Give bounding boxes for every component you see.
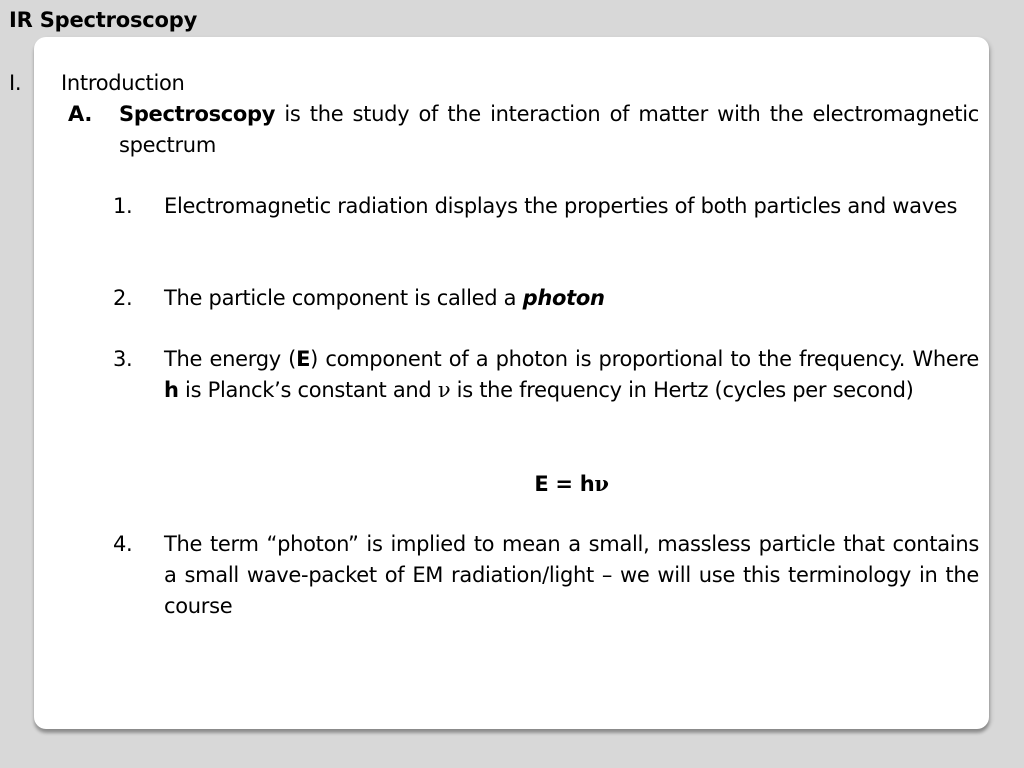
item-3-part1: The energy (: [164, 347, 297, 371]
item-1-text: Electromagnetic radiation displays the properties of both particles and waves: [164, 194, 958, 218]
equation: [164, 468, 979, 500]
item-3-planck-symbol: h: [164, 378, 179, 402]
item-2-text: [164, 283, 979, 314]
subsection-letter: A.: [68, 102, 93, 126]
item-3-nu-symbol: ν: [437, 378, 451, 402]
item-3-text: [164, 344, 979, 406]
item-4-number: 4.: [113, 532, 133, 556]
slide-title: IR Spectroscopy: [9, 8, 198, 32]
item-3-part3: is Planck’s constant and: [178, 378, 438, 402]
section-numeral: I.: [9, 71, 22, 95]
item-2-emphasis: photon: [522, 286, 605, 310]
item-2-text-before: The particle component is called a: [164, 286, 523, 310]
item-3-number: 3.: [113, 347, 133, 371]
equation-nu: ν: [594, 471, 609, 496]
item-3-part4: is the frequency in Hertz (cycles per second): [450, 378, 914, 402]
item-4-text: The term “photon” is implied to mean a small, massless particle that contains a small wave-packet of EM radiation/light – we will use this terminology in the course: [164, 532, 979, 618]
subsection-text: is the study of the interaction of matter with the electromagnetic spectrum: [119, 102, 979, 157]
subsection-term: Spectroscopy: [119, 102, 276, 126]
item-3-part2: ) component of a photon is proportional to the frequency. Where: [310, 347, 979, 371]
equation-lhs: E = h: [534, 472, 595, 496]
item-1-number: 1.: [113, 194, 133, 218]
section-heading: Introduction: [61, 71, 185, 95]
item-2-number: 2.: [113, 286, 133, 310]
item-3-energy-symbol: E: [296, 347, 311, 371]
subsection-paragraph: [119, 99, 979, 161]
